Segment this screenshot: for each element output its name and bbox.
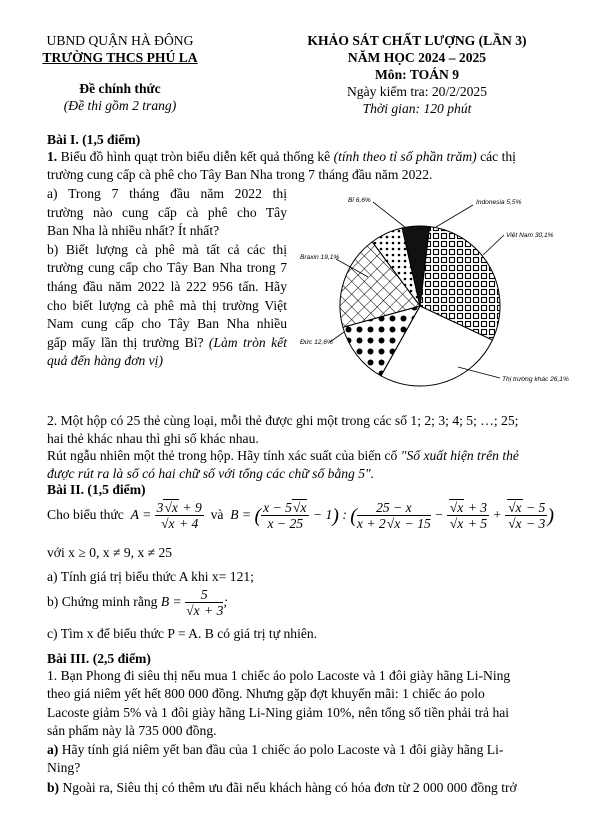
part2-qc: c) Tìm x để biểu thức P = A. B có giá trị tự nhiên. bbox=[47, 626, 318, 641]
exam-subject: Môn: TOÁN 9 bbox=[374, 67, 460, 82]
exam-year: NĂM HỌC 2024 – 2025 bbox=[347, 50, 487, 65]
pie-chart bbox=[288, 192, 578, 394]
header-school: TRƯỜNG THCS PHÚ LA bbox=[42, 50, 198, 65]
part2-condition: với x ≥ 0, x ≠ 9, x ≠ 25 bbox=[47, 545, 173, 560]
q2-line bbox=[47, 447, 571, 464]
part3-qa: a) Hãy tính giá niêm yết ban đầu của 1 chiếc áo polo Lacoste và 1 đôi giày hãng Li- bbox=[47, 742, 504, 757]
left-text-line bbox=[47, 334, 287, 353]
part1-title: Bài I. (1,5 điểm) bbox=[47, 132, 141, 147]
left-text-italic: (Làm tròn kết bbox=[208, 334, 287, 350]
exam-time: Thời gian: 120 phút bbox=[362, 101, 472, 116]
left-text-span: gấp mấy lần thị trường Bỉ? bbox=[47, 334, 209, 350]
left-text-line: tháng đầu năm 2022 là 222 956 tấn. Hãy bbox=[47, 278, 287, 294]
part3-line: 1. Bạn Phong đi siêu thị nếu mua 1 chiếc áo polo Lacoste và 1 đôi giày hãng Li-Ning bbox=[47, 668, 511, 683]
pie-label: Bỉ 6,6% bbox=[348, 197, 371, 204]
exam-date: Ngày kiểm tra: 20/2/2025 bbox=[346, 84, 488, 99]
pie-leader-line bbox=[373, 202, 406, 228]
part2-title: Bài II. (1,5 điểm) bbox=[47, 482, 146, 497]
part3-line: sản phẩm này là 735 000 đồng. bbox=[47, 723, 217, 738]
pie-leader-line bbox=[436, 205, 473, 227]
left-text-line: b) Biết lượng cà phê mà tất cả các thị bbox=[47, 241, 287, 257]
pie-label: Việt Nam 30,1% bbox=[506, 232, 554, 239]
left-text-line: quả đến hàng đơn vị) bbox=[47, 353, 163, 369]
left-text-line: Ban Nha là nhiều nhất? Ít nhất? bbox=[47, 223, 220, 239]
q2-text: 2. Một hộp có 25 thẻ cùng loại, mỗi thẻ được ghi một trong các số 1; 2; 3; 4; 5; …; 25; bbox=[47, 413, 519, 428]
expr-a: A = $\frac{3√x + 9}{√x + 4}$ bbox=[130, 500, 202, 532]
left-text-line: cho biết lượng cà phê mà thị trường Việt bbox=[47, 297, 287, 313]
left-text-line: trường nào cung cấp cà phê cho Tây bbox=[47, 204, 287, 220]
part2-qb: b) Chứng minh rằng B = $\frac{5}{√x + 3}$ ; bbox=[47, 587, 228, 619]
q2-text: Rút ngẫu nhiên một thẻ trong hộp. Hãy tính xác suất của biến cố bbox=[47, 448, 401, 463]
header-pages: (Đề thi gồm 2 trang) bbox=[63, 98, 177, 113]
part3-qa-2: Ning? bbox=[47, 760, 81, 775]
q2-event: "Số xuất hiện trên thẻ bbox=[400, 448, 519, 463]
header-right bbox=[262, 32, 572, 117]
expressions-line: Cho biểu thức A = $\frac{3√x + 9}{√x + 4}$ và B = ( $\frac{x - 5√x}{x - 25}$ − 1) : ( $\frac{25 - x}{x + 2√x - 15}$ − $\frac{√x + 3}{√x + 5}$ + $\frac{√x - 5}{√x - 3}$ ) bbox=[47, 500, 555, 532]
q2-text: hai thẻ khác nhau thì ghi số khác nhau. bbox=[47, 431, 259, 446]
part3-title: Bài III. (2,5 điểm) bbox=[47, 651, 151, 666]
part1-left-column bbox=[47, 185, 287, 371]
header-org: UBND QUẬN HÀ ĐÔNG bbox=[46, 33, 194, 48]
part2-qa: a) Tính giá trị biểu thức A khi x= 121; bbox=[47, 569, 254, 584]
expr-b: B = ( $\frac{x - 5√x}{x - 25}$ − 1) : ( $\frac{25 - x}{x + 2√x - 15}$ − $\frac{√x + 3}{√x + 5}$ + $\frac{√x - 5}{√x - 3}$ ) bbox=[230, 500, 555, 532]
pie-label: Indonesia 5,5% bbox=[476, 199, 522, 206]
part3-line: theo giá niêm yết hết 800 000 đồng. Nhưng gặp đợt khuyến mãi: 1 chiếc áo polo bbox=[47, 686, 485, 701]
pie-leader-line bbox=[483, 235, 504, 255]
q2-line bbox=[47, 412, 571, 429]
header-left bbox=[20, 32, 220, 114]
header-official: Đề chính thức bbox=[79, 81, 161, 96]
q2-line bbox=[47, 430, 571, 447]
part3-qb: b) Ngoài ra, Siêu thị có thêm ưu đãi nếu khách hàng có hóa đơn từ 2 000 000 đồng trở bbox=[47, 780, 517, 795]
part1-q1-line1: 1. Biểu đồ hình quạt tròn biểu diễn kết quả thống kê (tính theo tỉ số phần trăm) các thị bbox=[47, 149, 516, 164]
pie-label: Braxin 19,1% bbox=[300, 254, 340, 261]
pie-label: Đức 12,6% bbox=[300, 339, 333, 346]
part1-q1-line2: trường cung cấp cà phê cho Tây Ban Nha trong 7 tháng đầu năm 2022. bbox=[47, 167, 433, 182]
left-text-line: a) Trong 7 tháng đầu năm 2022 thị bbox=[47, 186, 287, 201]
left-text-line: trường cung cấp cho Tây Ban Nha trong 7 bbox=[47, 260, 287, 276]
part1-q2-event-2: được rút ra là số có hai chữ số với tổng các chữ số bằng 5". bbox=[47, 466, 375, 481]
left-text-line: Nam cung cấp cho Tây Ban Nha nhiều bbox=[47, 316, 287, 332]
exam-title: KHẢO SÁT CHẤT LƯỢNG (LẦN 3) bbox=[307, 33, 527, 48]
part3-line: Lacoste giảm 5% và 1 đôi giày hãng Li-Ning giảm 10%, nên tổng số tiền phải trả hai bbox=[47, 705, 510, 720]
pie-label: Thị trường khác 26,1% bbox=[502, 376, 569, 383]
